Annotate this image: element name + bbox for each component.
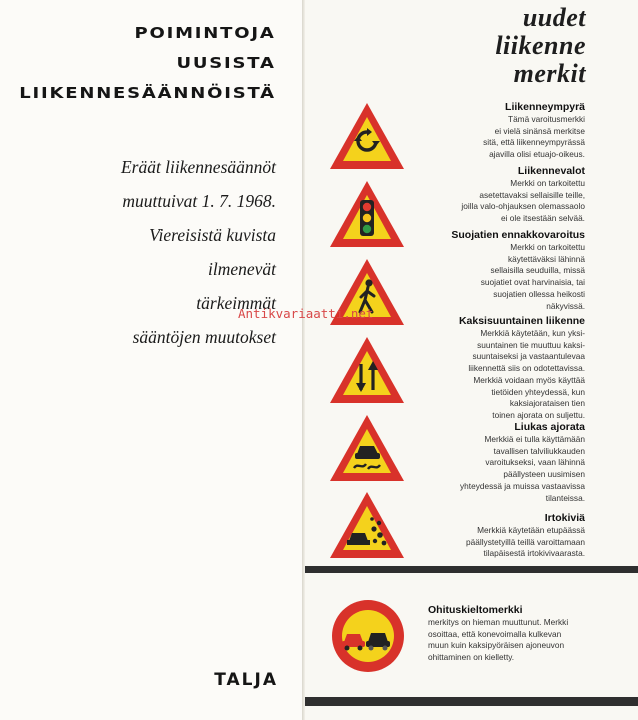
sign-body-line: näkyvissä. — [546, 300, 585, 311]
no-overtaking-sign-icon — [330, 598, 406, 674]
sign-body-line: asetettavaksi sellaisille teille, — [479, 189, 585, 200]
sign-title: Irtokiviä — [544, 512, 585, 524]
intro-line: ilmenevät — [207, 259, 276, 279]
sign-body-line: Merkkiä käytetään, kun yksi- — [480, 328, 585, 338]
sign-body-line: osoittaa, että konevoimalla kulkevan — [428, 628, 562, 639]
sign-body-line: kaksiajorataisen tien — [509, 398, 585, 409]
sign-body-line: sitä, että liikenneympyrässä — [483, 137, 585, 148]
sign-body-line: tietöiden yhteydessä, kun — [491, 386, 585, 397]
sign-title: Liikenneympyrä — [505, 101, 585, 113]
sign-body-line: Merkkiä käytetään etupäässä — [477, 525, 585, 535]
sign-body-line: Merkkiä voidaan myös käyttää — [473, 374, 585, 385]
sign-body-line: päällystetyillä teillä varoittamaan — [466, 536, 585, 547]
signs-title — [495, 4, 586, 88]
sign-body-line: suojatiet ovat harvinaisia, tai — [480, 277, 585, 288]
sign-body-line: Merkki on tarkoitettu — [510, 242, 585, 252]
sign-body-line: liikennettä siis on odotettavissa. — [468, 363, 585, 374]
sign-title: Liikennevalot — [517, 165, 585, 177]
intro-line: muuttuivat 1. 7. 1968. — [122, 191, 276, 211]
sign-body-line: ohittaminen on kielletty. — [428, 652, 515, 663]
signs-title-line: liikenne — [495, 31, 586, 60]
sign-body-line: käytettäväksi lähinnä — [507, 253, 585, 264]
sign-description — [460, 420, 585, 504]
sign-body-line: suojatien ollessa heikosti — [493, 288, 585, 299]
no-overtaking-description — [428, 603, 618, 664]
roundabout-warning-sign-icon — [327, 100, 407, 172]
traffic-lights-warning-sign-icon — [327, 178, 407, 250]
publisher-name: TALJA — [214, 670, 278, 690]
sign-body-line: tavallisen talviliukkauden — [493, 445, 585, 456]
slippery-road-warning-sign-icon — [327, 412, 407, 484]
sign-body-line: ei ole itsestään selvää. — [501, 213, 585, 224]
cover-heading-line-2: UUSISTA — [176, 54, 276, 72]
sign-body-line: merkitys on hieman muuttunut. Merkki — [428, 617, 569, 627]
sign-body-line: sellaisilla seuduilla, missä — [490, 265, 585, 276]
sign-body-line: ei vielä sinänsä merkitse — [494, 125, 585, 136]
sign-description — [466, 511, 585, 560]
section-divider-bar — [305, 566, 638, 573]
sign-body-line: tilapäisestä irtokivivaarasta. — [483, 548, 585, 559]
sign-description — [461, 164, 585, 225]
sign-body-line: toinen ajorata on suljettu. — [492, 409, 585, 420]
intro-line: Viereisistä kuvista — [149, 225, 276, 245]
intro-line: sääntöjen muutokset — [132, 327, 276, 347]
watermark: Antikvariaatti.net — [238, 306, 374, 321]
sign-body-line: ajavilla olisi etuajo-oikeus. — [489, 149, 585, 160]
cover-heading-line-3: LIIKENNESÄÄNNÖISTÄ — [19, 84, 276, 102]
sign-body-line: suuntainen tie muuttuu kaksi- — [477, 339, 585, 350]
sign-body-line: varoitukseksi, vaan lähinnä — [485, 457, 585, 468]
intro-line: Eräät liikennesäännöt — [120, 157, 276, 177]
sign-body-line: yhteydessä ja muissa vastaavissa — [460, 480, 585, 491]
sign-body-line: tilanteissa. — [545, 492, 585, 503]
intro-line: tärkeimmät — [196, 293, 276, 313]
cover-heading-line-1: POIMINTOJA — [134, 24, 276, 42]
sign-description — [451, 228, 585, 312]
sign-title: Liukas ajorata — [514, 421, 585, 433]
sign-description — [483, 100, 585, 161]
sign-body-line: Merkkiä ei tulla käyttämään — [484, 434, 585, 444]
left-cover-panel — [0, 0, 303, 720]
sign-body-line: muun kuin kaksipyöräisen ajoneuvon — [428, 640, 565, 651]
sign-description — [459, 314, 585, 422]
loose-gravel-warning-sign-icon — [327, 489, 407, 561]
sign-body-line: joilla valo-ohjauksen olemassaolo — [461, 201, 585, 212]
sign-body-line: Tämä varoitusmerkki — [508, 114, 585, 124]
sign-body-line: suuntaiseksi ja vastaantulevaa — [472, 351, 585, 362]
sign-title: Kaksisuuntainen liikenne — [458, 315, 585, 327]
two-way-traffic-warning-sign-icon — [327, 334, 407, 406]
bottom-bar — [305, 697, 638, 706]
signs-title-line: uudet — [522, 3, 586, 32]
sign-body-line: päällysteen uusimisen — [503, 469, 585, 480]
intro-text — [36, 150, 276, 354]
sign-body-line: Merkki on tarkoitettu — [510, 178, 585, 188]
sign-title: Suojatien ennakkovaroitus — [451, 229, 585, 241]
signs-title-line: merkit — [513, 59, 586, 88]
sign-title: Ohituskieltomerkki — [428, 604, 523, 616]
